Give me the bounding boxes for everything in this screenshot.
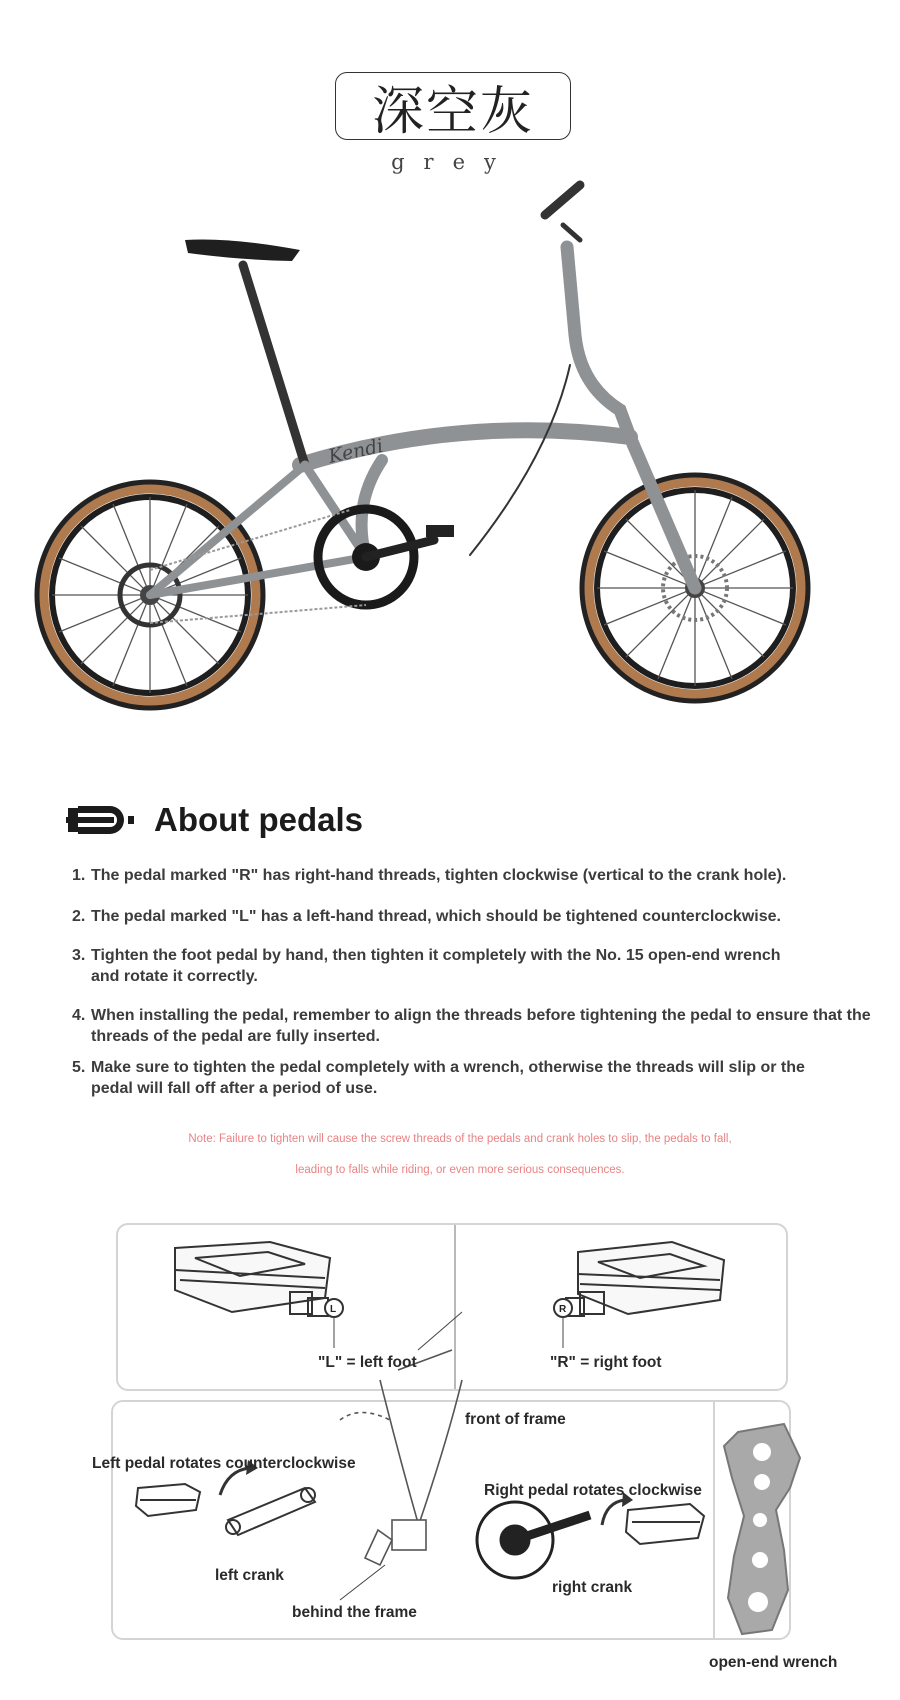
brand-logo-icon: [66, 800, 138, 840]
front-frame-leader: [418, 1312, 462, 1350]
behind-frame-leader: [340, 1565, 385, 1600]
left-crank-drawing: [136, 1484, 315, 1535]
bike-brand-text: Kendi: [326, 434, 386, 468]
color-name-chinese: 深空灰: [371, 81, 534, 142]
left-foot-label: "L" = left foot: [318, 1354, 417, 1371]
right-pedal-small: [626, 1504, 704, 1544]
instruction-step: 4. When installing the pedal, remember to align the threads before tightening the pedal to ensure that the threads of the pedal are fully inserted.: [72, 1007, 871, 1045]
open-end-wrench-drawing: [724, 1424, 800, 1634]
color-name-box: [335, 72, 571, 140]
behind-frame-label: behind the frame: [292, 1604, 417, 1621]
pedal-diagram: [0, 1220, 900, 1660]
right-chainring-drawing: [477, 1502, 590, 1578]
instruction-step: 5. Make sure to tighten the pedal completely with a wrench, otherwise the threads will slip or the pedal will fall off after a period of use.: [72, 1059, 805, 1097]
warning-note-line-2: leading to falls while riding, or even more serious consequences.: [295, 1164, 625, 1176]
instruction-step: 3. Tighten the foot pedal by hand, then tighten it completely with the No. 15 open-end wrench and rotate it correctly.: [72, 947, 781, 985]
front-of-frame-label: front of frame: [465, 1411, 566, 1428]
instruction-step: 2. The pedal marked "L" has a left-hand thread, which should be tightened counterclockwise.: [72, 908, 781, 925]
color-name-english: grey: [391, 150, 515, 174]
right-rotation-label: Right pedal rotates clockwise: [484, 1482, 702, 1499]
right-foot-label: "R" = right foot: [550, 1354, 662, 1371]
left-pedal-drawing: [175, 1242, 343, 1317]
seat: [185, 239, 300, 261]
left-crank-label: left crank: [215, 1567, 284, 1584]
section-header: [66, 800, 363, 840]
pedal-instructions-list: [72, 865, 872, 1099]
left-pedal-mark: L: [330, 1304, 337, 1315]
right-pedal-drawing: [554, 1242, 724, 1317]
frame-sketch: [340, 1350, 462, 1565]
right-pedal-mark: R: [559, 1304, 567, 1315]
instruction-step: 1. The pedal marked "R" has right-hand threads, tighten clockwise (vertical to the crank hole).: [72, 867, 787, 884]
folding-bike-image: [30, 175, 870, 775]
left-rotation-label: Left pedal rotates counterclockwise: [92, 1455, 356, 1472]
section-title: About pedals: [154, 801, 364, 838]
clockwise-arrow-icon: [602, 1500, 625, 1525]
wrench-label: open-end wrench: [709, 1654, 838, 1671]
right-crank-label: right crank: [552, 1579, 633, 1596]
warning-note-line-1: Note: Failure to tighten will cause the screw threads of the pedals and crank holes to slip, the pedals to fall,: [188, 1133, 732, 1145]
handlebar: [545, 185, 580, 240]
